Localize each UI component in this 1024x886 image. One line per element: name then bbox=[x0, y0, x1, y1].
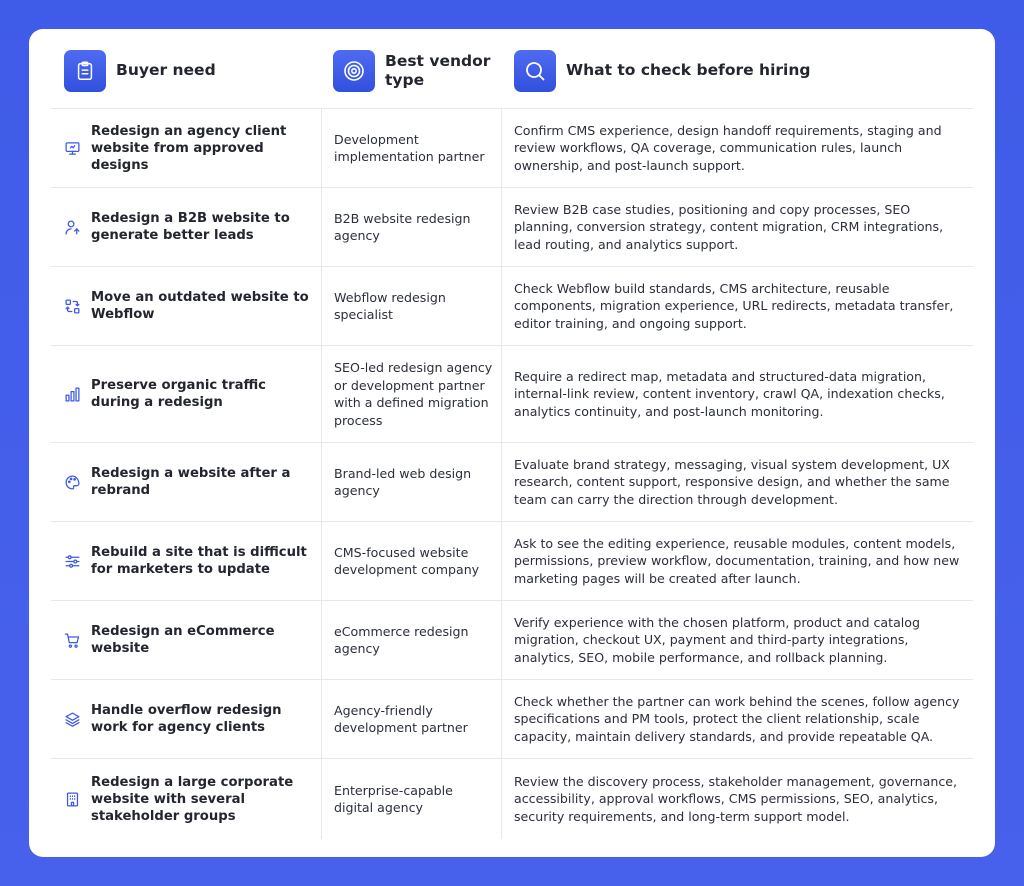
buyer-need-cell bbox=[51, 267, 321, 345]
check-text: Check whether the partner can work behind the scenes, follow agency specifications and PM tools, protect the client relationship, scale capacity, maintain delivery standards, and provide repeatable QA. bbox=[514, 693, 960, 744]
check-text: Require a redirect map, metadata and structured-data migration, internal-link review, content inventory, crawl QA, indexation checks, analytics continuity, and post-launch monitoring. bbox=[514, 368, 945, 419]
buyer-need-cell bbox=[51, 188, 321, 266]
building-icon bbox=[64, 791, 81, 808]
table-row bbox=[51, 267, 973, 346]
vendor-type-cell bbox=[321, 680, 501, 758]
buyer-need-cell bbox=[51, 443, 321, 521]
vendor-type-cell bbox=[321, 109, 501, 187]
header-label-buyer-need: Buyer need bbox=[116, 61, 216, 79]
check-text: Confirm CMS experience, design handoff requirements, staging and review workflows, QA coverage, communication rules, launch ownership, and post-launch support. bbox=[514, 122, 942, 173]
table-row bbox=[51, 443, 973, 522]
vendor-type-text: CMS-focused website development company bbox=[334, 544, 480, 577]
check-text: Check Webflow build standards, CMS architecture, reusable components, migration experience, URL redirects, metadata transfer, editor training, and ongoing support. bbox=[514, 280, 954, 331]
check-text: Evaluate brand strategy, messaging, visual system development, UX research, content support, responsive design, and whether the same team can carry the direction through development. bbox=[514, 456, 950, 507]
table-row bbox=[51, 188, 973, 267]
layers-icon bbox=[64, 711, 81, 728]
check-cell bbox=[501, 759, 973, 839]
vendor-type-text: Agency-friendly development partner bbox=[334, 702, 468, 735]
vendor-type-text: Enterprise-capable digital agency bbox=[334, 782, 453, 815]
table-row bbox=[51, 759, 973, 839]
header-label-vendor-type: Best vendor type bbox=[385, 51, 491, 89]
buyer-need-text: Handle overflow redesign work for agency clients bbox=[91, 703, 282, 735]
vendor-type-text: B2B website redesign agency bbox=[334, 210, 471, 243]
header-vendor-type bbox=[321, 29, 501, 108]
vendor-type-cell bbox=[321, 346, 501, 442]
vendor-type-cell bbox=[321, 522, 501, 600]
shopping-cart-icon bbox=[64, 632, 81, 649]
buyer-need-cell bbox=[51, 680, 321, 758]
check-cell bbox=[501, 188, 973, 266]
search-icon bbox=[514, 50, 556, 92]
buyer-need-text: Preserve organic traffic during a redesign bbox=[91, 378, 266, 410]
table-row bbox=[51, 522, 973, 601]
buyer-need-cell bbox=[51, 109, 321, 187]
user-growth-icon bbox=[64, 219, 81, 236]
header-buyer-need bbox=[51, 29, 321, 108]
buyer-need-cell bbox=[51, 522, 321, 600]
check-cell bbox=[501, 522, 973, 600]
monitor-icon bbox=[64, 140, 81, 157]
buyer-need-text: Redesign a website after a rebrand bbox=[91, 466, 291, 498]
check-cell bbox=[501, 601, 973, 679]
table-row bbox=[51, 601, 973, 680]
buyer-need-text: Rebuild a site that is difficult for marketers to update bbox=[91, 545, 307, 577]
table-row bbox=[51, 680, 973, 759]
table-row bbox=[51, 346, 973, 443]
buyer-need-cell bbox=[51, 601, 321, 679]
bar-chart-icon bbox=[64, 386, 81, 403]
header-label-what-to-check: What to check before hiring bbox=[566, 61, 811, 79]
check-cell bbox=[501, 346, 973, 442]
table-row bbox=[51, 109, 973, 188]
vendor-type-text: Webflow redesign specialist bbox=[334, 289, 446, 322]
clipboard-icon bbox=[64, 50, 106, 92]
buyer-need-text: Redesign a B2B website to generate better leads bbox=[91, 211, 290, 243]
check-text: Ask to see the editing experience, reusable modules, content models, permissions, preview workflow, documentation, training, and how new marketing pages will be created after launch. bbox=[514, 535, 960, 586]
vendor-type-cell bbox=[321, 601, 501, 679]
palette-icon bbox=[64, 474, 81, 491]
vendor-type-text: eCommerce redesign agency bbox=[334, 623, 469, 656]
check-cell bbox=[501, 443, 973, 521]
check-cell bbox=[501, 109, 973, 187]
vendor-type-text: SEO-led redesign agency or development partner with a defined migration process bbox=[334, 360, 493, 428]
vendor-type-cell bbox=[321, 443, 501, 521]
buyer-need-text: Redesign an eCommerce website bbox=[91, 624, 275, 656]
vendor-type-cell bbox=[321, 267, 501, 345]
vendor-type-cell bbox=[321, 759, 501, 839]
vendor-type-text: Development implementation partner bbox=[334, 131, 485, 164]
table-header bbox=[51, 29, 973, 109]
target-icon bbox=[333, 50, 375, 92]
buyer-need-text: Redesign a large corporate website with several stakeholder groups bbox=[91, 774, 294, 824]
check-text: Review B2B case studies, positioning and copy processes, SEO planning, conversion strategy, content migration, CRM integrations, lead routing, and analytics support. bbox=[514, 201, 944, 252]
vendor-comparison-table bbox=[51, 29, 973, 839]
check-cell bbox=[501, 267, 973, 345]
check-text: Review the discovery process, stakeholder management, governance, accessibility, approval workflows, CMS permissions, SEO, analytics, security requirements, and long-term support model. bbox=[514, 773, 958, 824]
buyer-need-text: Move an outdated website to Webflow bbox=[91, 290, 309, 322]
vendor-type-text: Brand-led web design agency bbox=[334, 465, 472, 498]
check-cell bbox=[501, 680, 973, 758]
header-what-to-check bbox=[501, 29, 973, 108]
check-text: Verify experience with the chosen platform, product and catalog migration, checkout UX, payment and third-party integrations, analytics, SEO, mobile performance, and rollback planning. bbox=[514, 614, 920, 665]
migrate-arrows-icon bbox=[64, 298, 81, 315]
buyer-need-text: Redesign an agency client website from approved designs bbox=[91, 123, 287, 173]
sliders-icon bbox=[64, 553, 81, 570]
comparison-card bbox=[29, 29, 995, 857]
buyer-need-cell bbox=[51, 346, 321, 442]
vendor-type-cell bbox=[321, 188, 501, 266]
buyer-need-cell bbox=[51, 759, 321, 839]
